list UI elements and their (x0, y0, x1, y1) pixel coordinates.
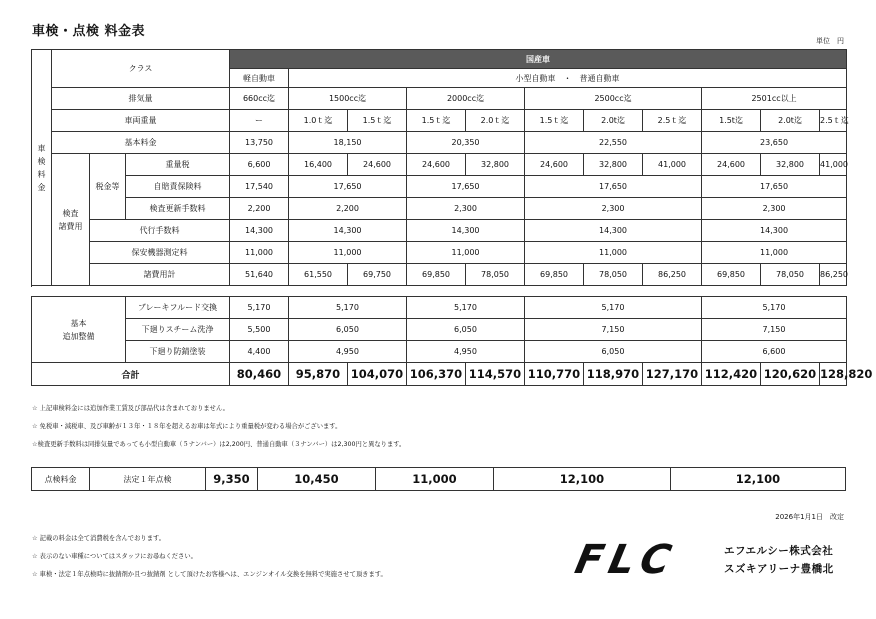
weight-label: 車両重量 (52, 110, 230, 132)
total-cell: 106,370 (407, 363, 466, 386)
inspection-cell: 12,100 (494, 468, 671, 491)
renewal-cell: 2,200 (230, 198, 289, 220)
inspection-table (31, 467, 846, 491)
basic-fee-cell: 22,550 (525, 132, 702, 154)
tax-label: 税金等 (90, 154, 126, 220)
basic-fee-label: 基本料金 (52, 132, 230, 154)
basic-fee-cell: 20,350 (407, 132, 525, 154)
insurance-cell: 17,650 (407, 176, 525, 198)
weight-tax-cell: 24,600 (407, 154, 466, 176)
subtotal-label: 諸費用計 (90, 264, 230, 286)
weight-tax-cell: 16,400 (289, 154, 348, 176)
subtotal-cell: 78,050 (584, 264, 643, 286)
subtotal-cell: 51,640 (230, 264, 289, 286)
renewal-label: 検査更新手数料 (126, 198, 230, 220)
note-line: ☆ 記載の料金は全て消費税を含んでおります。 (32, 535, 166, 542)
rust-cell: 6,600 (702, 341, 847, 363)
unit-label: 単位 円 (816, 37, 844, 45)
extra-label: 基本 追加整備 (32, 297, 126, 363)
brake-cell: 5,170 (230, 297, 289, 319)
subtotal-cell: 86,250 (820, 264, 847, 286)
brake-cell: 5,170 (702, 297, 847, 319)
domestic-header: 国産車 (230, 50, 847, 69)
class-label: クラス (52, 50, 230, 88)
insurance-cell: 17,650 (525, 176, 702, 198)
total-cell: 118,970 (584, 363, 643, 386)
agency-cell: 14,300 (230, 220, 289, 242)
basic-fee-cell: 18,150 (289, 132, 407, 154)
weight-tax-cell: 41,000 (643, 154, 702, 176)
rust-cell: 6,050 (525, 341, 702, 363)
steam-cell: 5,500 (230, 319, 289, 341)
company-name: エフエルシー株式会社 (724, 545, 834, 557)
note-line: ☆ 免税車・減税車、及び車齢が１３年・１８年を超えるお車は年式により重量税が変わる場合がございます。 (32, 423, 342, 430)
displacement-cell: 2500cc迄 (525, 88, 702, 110)
page-title: 車検・点検 料金表 (32, 24, 146, 39)
weight-cell: ー (230, 110, 289, 132)
weight-cell: 1.5ｔ迄 (525, 110, 584, 132)
renewal-cell: 2,200 (289, 198, 407, 220)
steam-cell: 7,150 (525, 319, 702, 341)
subtotal-cell: 86,250 (643, 264, 702, 286)
insurance-cell: 17,540 (230, 176, 289, 198)
company-block (724, 542, 834, 578)
total-cell: 110,770 (525, 363, 584, 386)
subtotal-cell: 69,850 (407, 264, 466, 286)
notes-upper (32, 400, 405, 454)
equipment-cell: 11,000 (525, 242, 702, 264)
steam-label: 下廻りスチーム洗浄 (126, 319, 230, 341)
steam-cell: 7,150 (702, 319, 847, 341)
inspection-type: 法定１年点検 (90, 468, 206, 491)
steam-cell: 6,050 (289, 319, 407, 341)
insurance-cell: 17,650 (702, 176, 847, 198)
insurance-cell: 17,650 (289, 176, 407, 198)
weight-cell: 1.5t迄 (702, 110, 761, 132)
rust-cell: 4,950 (407, 341, 525, 363)
weight-tax-cell: 32,800 (761, 154, 820, 176)
agency-cell: 14,300 (702, 220, 847, 242)
small-header: 小型自動車 ・ 普通自動車 (289, 69, 847, 88)
subtotal-cell: 69,850 (525, 264, 584, 286)
weight-cell: 2.5ｔ迄 (820, 110, 847, 132)
notes-lower (32, 530, 387, 584)
total-cell: 120,620 (761, 363, 820, 386)
weight-tax-cell: 32,800 (466, 154, 525, 176)
insurance-label: 自賠責保険料 (126, 176, 230, 198)
steam-cell: 6,050 (407, 319, 525, 341)
weight-cell: 1.5ｔ迄 (348, 110, 407, 132)
brake-label: ブレーキフルード交換 (126, 297, 230, 319)
subtotal-cell: 69,750 (348, 264, 407, 286)
note-line: ☆ 表示のない車種についてはスタッフにお尋ねください。 (32, 553, 197, 560)
weight-cell: 1.5ｔ迄 (407, 110, 466, 132)
rust-cell: 4,950 (289, 341, 407, 363)
weight-tax-cell: 6,600 (230, 154, 289, 176)
rust-cell: 4,400 (230, 341, 289, 363)
side-label: 車 検 料 金 (32, 50, 52, 286)
inspection-costs-label: 検査 諸費用 (52, 154, 90, 286)
flc-logo-text: FLC (571, 535, 682, 583)
renewal-cell: 2,300 (702, 198, 847, 220)
subtotal-cell: 78,050 (761, 264, 820, 286)
subtotal-cell: 69,850 (702, 264, 761, 286)
total-cell: 80,460 (230, 363, 289, 386)
inspection-label: 点検料金 (32, 468, 90, 491)
inspection-cell: 12,100 (671, 468, 846, 491)
brake-cell: 5,170 (407, 297, 525, 319)
basic-fee-cell: 23,650 (702, 132, 847, 154)
equipment-cell: 11,000 (289, 242, 407, 264)
subtotal-cell: 78,050 (466, 264, 525, 286)
agency-cell: 14,300 (525, 220, 702, 242)
total-cell: 114,570 (466, 363, 525, 386)
equipment-cell: 11,000 (407, 242, 525, 264)
weight-tax-cell: 24,600 (702, 154, 761, 176)
brake-cell: 5,170 (525, 297, 702, 319)
total-cell: 128,820 (820, 363, 847, 386)
agency-cell: 14,300 (407, 220, 525, 242)
inspection-cell: 9,350 (206, 468, 258, 491)
note-line: ☆検査更新手数料は同排気量であっても小型自動車（５ナンバー）は2,200円、普通自動車（３ナンバー）は2,300円と異なります。 (32, 441, 406, 448)
brake-cell: 5,170 (289, 297, 407, 319)
displacement-cell: 1500cc迄 (289, 88, 407, 110)
agency-cell: 14,300 (289, 220, 407, 242)
weight-cell: 2.5ｔ迄 (643, 110, 702, 132)
kei-header: 軽自動車 (230, 69, 289, 88)
rust-label: 下廻り防錆塗装 (126, 341, 230, 363)
renewal-cell: 2,300 (407, 198, 525, 220)
price-table (31, 49, 847, 286)
flc-logo (571, 535, 714, 583)
weight-cell: 1.0ｔ迄 (289, 110, 348, 132)
equipment-cell: 11,000 (230, 242, 289, 264)
revision-date: 2026年1月1日 改定 (775, 513, 844, 521)
weight-cell: 2.0ｔ迄 (466, 110, 525, 132)
total-cell: 127,170 (643, 363, 702, 386)
extra-table (31, 296, 873, 386)
total-cell: 112,420 (702, 363, 761, 386)
displacement-cell: 2501cc以上 (702, 88, 847, 110)
agency-label: 代行手数料 (90, 220, 230, 242)
displacement-label: 排気量 (52, 88, 230, 110)
total-label: 合計 (32, 363, 230, 386)
inspection-cell: 10,450 (258, 468, 376, 491)
subtotal-cell: 61,550 (289, 264, 348, 286)
total-cell: 95,870 (289, 363, 348, 386)
weight-tax-cell: 41,000 (820, 154, 847, 176)
basic-fee-cell: 13,750 (230, 132, 289, 154)
equipment-cell: 11,000 (702, 242, 847, 264)
note-line: ☆ 上記車検料金には追加作業工賃及び部品代は含まれておりません。 (32, 405, 229, 412)
weight-tax-cell: 24,600 (525, 154, 584, 176)
note-line: ☆ 車検・法定１年点検時に抜錆剤か且つ抜錆剤 として頂けたお客様へは、エンジンオイル交換を無料で実施させて頂きます。 (32, 571, 387, 578)
displacement-cell: 660cc迄 (230, 88, 289, 110)
total-cell: 104,070 (348, 363, 407, 386)
displacement-cell: 2000cc迄 (407, 88, 525, 110)
weight-cell: 2.0t迄 (584, 110, 643, 132)
weight-tax-cell: 32,800 (584, 154, 643, 176)
weight-tax-label: 重量税 (126, 154, 230, 176)
inspection-cell: 11,000 (376, 468, 494, 491)
weight-cell: 2.0t迄 (761, 110, 820, 132)
renewal-cell: 2,300 (525, 198, 702, 220)
equipment-label: 保安機器測定料 (90, 242, 230, 264)
weight-tax-cell: 24,600 (348, 154, 407, 176)
store-name: スズキアリーナ豊橋北 (724, 563, 834, 575)
